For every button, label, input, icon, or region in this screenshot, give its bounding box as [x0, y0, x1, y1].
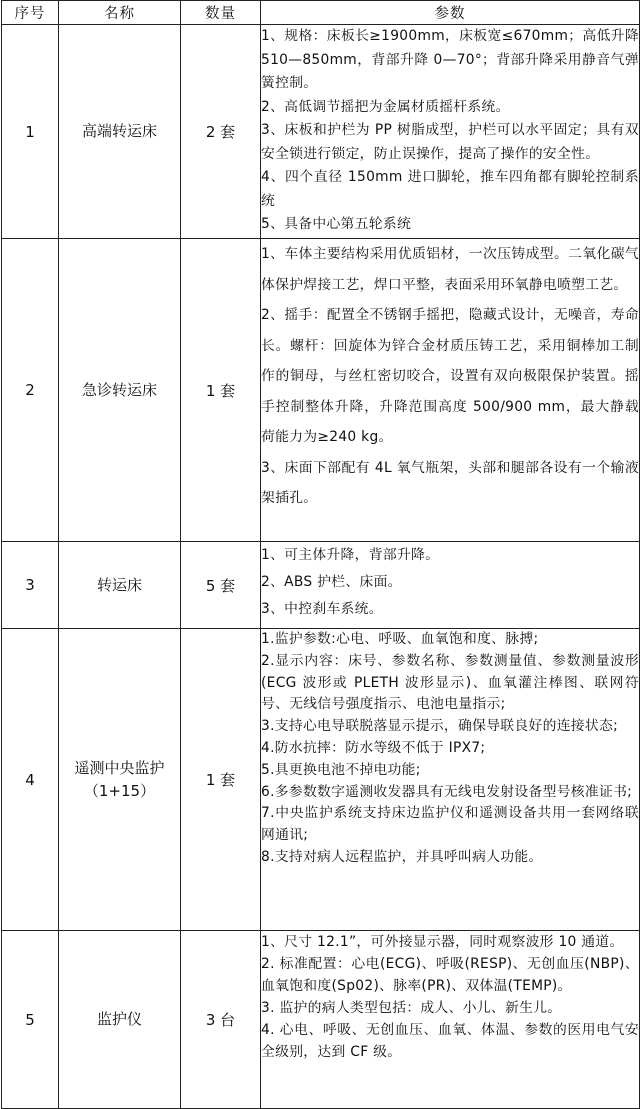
- param-line: 3、床面下部配有 4L 氧气瓶架，头部和腿部各设有一个输液架插孔。: [261, 459, 639, 506]
- row-quantity: 1 套: [181, 239, 261, 542]
- row-index: 3: [2, 542, 59, 629]
- header-parameters: 参数: [261, 1, 640, 25]
- param-line: 6.多参数数字遥测收发器具有无线电发射设备型号核准证书;: [261, 783, 633, 800]
- row-parameters: [261, 629, 640, 931]
- table-row: [2, 25, 640, 239]
- row-parameters: [261, 25, 640, 239]
- param-line: 1、规格：床板长≥1900mm，床板宽≤670mm；高低升降 510—850mm，背部升降 0—70°；背部升降采用静音气弹簧控制。: [261, 28, 639, 91]
- param-line: 1.监护参数:心电、呼吸、血氧饱和度、脉搏;: [261, 631, 539, 647]
- param-line: 4. 心电、呼吸、无创血压、血氧、体温、参数的医用电气安全级别，达到 CF 级。: [261, 1022, 639, 1060]
- row-index: 1: [2, 25, 59, 239]
- param-line: 3. 监护的病人类型包括：成人、小儿、新生儿。: [261, 1000, 562, 1016]
- row-parameters: [261, 542, 640, 629]
- param-line: 2.显示内容：床号、参数名称、参数测量值、参数测量波形 (ECG 波形或 PLETH 波形显示)、血氧灌注棒图、联网符号、无线信号强度指示、电池电量指示;: [261, 652, 639, 713]
- param-line: 2. 标准配置：心电(ECG)、呼吸(RESP)、无创血压(NBP)、血氧饱和度(Sp02)、脉率(PR)、双体温(TEMP)。: [261, 956, 639, 994]
- row-parameters: [261, 239, 640, 542]
- row-index: 4: [2, 629, 59, 931]
- param-line: 5、具备中心第五轮系统: [261, 216, 412, 232]
- header-quantity: 数量: [181, 1, 261, 25]
- equipment-spec-table: [1, 0, 640, 1109]
- param-line: 1、车体主要结构采用优质铝材，一次压铸成型。二氧化碳气体保护焊接工艺，焊口平整，表面采用环氧静电喷塑工艺。: [261, 246, 639, 293]
- row-quantity: 3 台: [181, 931, 261, 1109]
- row-name: 高端转运床: [59, 25, 181, 239]
- param-line: 4.防水抗摔：防水等级不低于 IPX7;: [261, 739, 486, 756]
- header-index: 序号: [2, 1, 59, 25]
- table-header-row: [2, 1, 640, 25]
- row-quantity: 2 套: [181, 25, 261, 239]
- row-index: 5: [2, 931, 59, 1109]
- param-line: 3.支持心电导联脱落显示提示，确保导联良好的连接状态;: [261, 718, 619, 735]
- param-line: 3、床板和护栏为 PP 树脂成型，护栏可以水平固定；具有双安全锁进行锁定，防止误操作，提高了操作的安全性。: [261, 122, 639, 162]
- table-row: [2, 931, 640, 1109]
- row-name: 监护仪: [59, 931, 181, 1109]
- table-row: [2, 629, 640, 931]
- param-line: 1、尺寸 12.1”，可外接显示器，同时观察波形 10 通道。: [261, 934, 624, 950]
- table-row: [2, 542, 640, 629]
- param-line: 3、中控刹车系统。: [261, 601, 383, 617]
- table-row: [2, 239, 640, 542]
- param-line: 5.具更换电池不掉电功能;: [261, 761, 421, 778]
- row-name: 急诊转运床: [59, 239, 181, 542]
- param-line: 2、摇手：配置全不锈钢手摇把，隐藏式设计，无噪音，寿命长。螺杆：回旋体为锌合金材质压铸工艺，采用铜棒加工制作的铜母，与丝杠密切咬合，设置有双向极限保护装置。摇手控制整体升降，升降范围高度 500/900 mm，最大静载荷能力为≥240 kg。: [261, 307, 639, 445]
- param-line: 4、四个直径 150mm 进口脚轮，推车四角都有脚轮控制系统: [261, 169, 639, 209]
- row-name: 遥测中央监护（1+15）: [59, 629, 181, 931]
- param-line: 2、高低调节摇把为金属材质摇杆系统。: [261, 98, 510, 115]
- param-line: 7.中央监护系统支持床边监护仪和遥测设备共用一套网络联网通讯;: [261, 805, 639, 844]
- row-index: 2: [2, 239, 59, 542]
- param-line: 1、可主体升降，背部升降。: [261, 547, 440, 563]
- header-name: 名称: [59, 1, 181, 25]
- row-parameters: [261, 931, 640, 1109]
- row-quantity: 5 套: [181, 542, 261, 629]
- param-line: 2、ABS 护栏、床面。: [261, 574, 402, 590]
- param-line: 8.支持对病人远程监护，并具呼叫病人功能。: [261, 848, 543, 865]
- row-name: 转运床: [59, 542, 181, 629]
- row-quantity: 1 套: [181, 629, 261, 931]
